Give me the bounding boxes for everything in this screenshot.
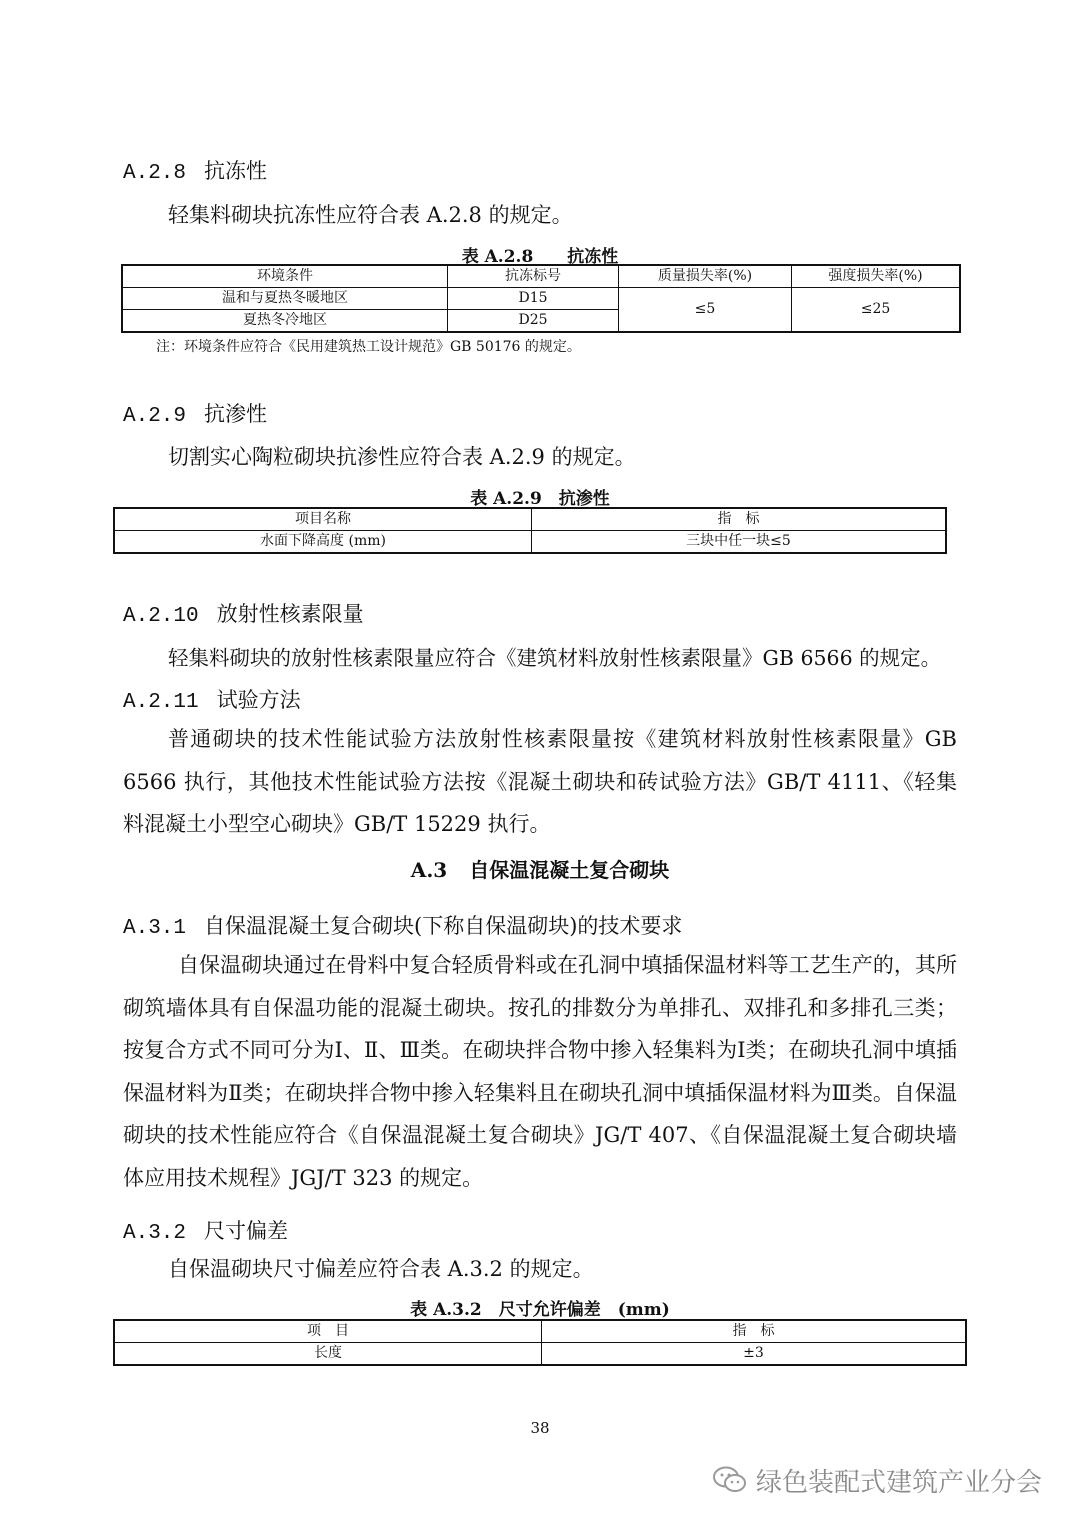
section-heading-a211	[123, 684, 301, 714]
table-cell: 长度	[114, 1343, 542, 1366]
table-header-cell: 指 标	[532, 508, 947, 531]
section-heading-a31	[123, 910, 682, 940]
section-title: 尺寸偏差	[204, 1219, 289, 1243]
table-note: 注：环境条件应符合《民用建筑热工设计规范》GB 50176 的规定。	[156, 339, 581, 355]
table-a29	[113, 507, 947, 554]
paragraph-a29: 切割实心陶粒砌块抗渗性应符合表 A.2.9 的规定。	[168, 445, 636, 469]
table-header-cell: 强度损失率(%)	[792, 265, 961, 288]
watermark	[712, 1462, 1042, 1502]
watermark-text: 绿色装配式建筑产业分会	[756, 1468, 1043, 1498]
table-cell: D15	[448, 288, 619, 310]
section-number: A.3	[410, 858, 448, 882]
table-caption-a32: 表 A.3.2 尺寸允许偏差 (mm)	[410, 1300, 670, 1320]
section-heading-a32	[123, 1215, 288, 1245]
table-a32	[113, 1319, 967, 1366]
paragraph-a210: 轻集料砌块的放射性核素限量应符合《建筑材料放射性核素限量》GB 6566 的规定。	[168, 646, 942, 670]
section-number: A.3.2	[123, 1222, 187, 1245]
section-heading-a29	[123, 398, 267, 428]
section-number: A.3.1	[123, 917, 187, 940]
wechat-icon	[712, 1465, 748, 1502]
paragraph-a32: 自保温砌块尺寸偏差应符合表 A.3.2 的规定。	[168, 1257, 594, 1281]
section-title: 试验方法	[216, 688, 301, 712]
paragraph-a31: 自保温砌块通过在骨料中复合轻质骨料或在孔洞中填插保温材料等工艺生产的，其所砌筑墙体具有自保温功能的混凝土砌块。按孔的排数分为单排孔、双排孔和多排孔三类；按复合方式不同可分为Ⅰ、Ⅱ、Ⅲ类。在砌块拌合物中掺入轻集料为Ⅰ类；在砌块孔洞中填插保温材料为Ⅱ类；在砌块拌合物中掺入轻集料且在砌块孔洞中填插保温材料为Ⅲ类。自保温砌块的技术性能应符合《自保温混凝土复合砌块》JG/T 407、《自保温混凝土复合砌块墙体应用技术规程》JGJ/T 323 的规定。	[123, 953, 957, 1190]
section-number: A.2.11	[123, 691, 199, 714]
paragraph-a211: 普通砌块的技术性能试验方法放射性核素限量按《建筑材料放射性核素限量》GB 6566 执行，其他技术性能试验方法按《混凝土砌块和砖试验方法》GB/T 4111、《轻集料混凝土小型空心砌块》GB/T 15229 执行。	[123, 727, 957, 836]
section-number: A.2.8	[123, 162, 187, 185]
table-caption-a29: 表 A.2.9 抗渗性	[470, 489, 610, 509]
section-title: 自保温混凝土复合砌块(下称自保温砌块)的技术要求	[204, 914, 683, 938]
table-cell: D25	[448, 310, 619, 333]
table-header-cell: 质量损失率(%)	[619, 265, 792, 288]
table-header-cell: 项目名称	[114, 508, 532, 531]
table-header-cell: 指 标	[542, 1320, 967, 1343]
page-number: 38	[530, 1419, 550, 1437]
section-title: 抗渗性	[204, 402, 268, 426]
section-heading-a28	[123, 155, 267, 185]
section-title: 自保温混凝土复合砌块	[469, 858, 670, 882]
table-a28	[121, 264, 961, 333]
table-cell: 水面下降高度 (mm)	[114, 531, 532, 554]
table-caption-a28: 表 A.2.8 抗冻性	[461, 247, 619, 267]
table-cell: ≤25	[792, 288, 961, 333]
section-number: A.2.9	[123, 405, 187, 428]
section-heading-a3	[0, 854, 1080, 883]
table-cell: ±3	[542, 1343, 967, 1366]
table-cell: 三块中任一块≤5	[532, 531, 947, 554]
section-title: 抗冻性	[204, 159, 268, 183]
section-heading-a210	[123, 598, 364, 628]
section-number: A.2.10	[123, 605, 199, 628]
table-header-cell: 抗冻标号	[448, 265, 619, 288]
table-cell: 夏热冬冷地区	[122, 310, 448, 333]
table-header-cell: 项 目	[114, 1320, 542, 1343]
table-header-cell: 环境条件	[122, 265, 448, 288]
table-cell: 温和与夏热冬暖地区	[122, 288, 448, 310]
section-title: 放射性核素限量	[216, 602, 364, 626]
table-cell: ≤5	[619, 288, 792, 333]
paragraph-a28: 轻集料砌块抗冻性应符合表 A.2.8 的规定。	[168, 203, 573, 227]
